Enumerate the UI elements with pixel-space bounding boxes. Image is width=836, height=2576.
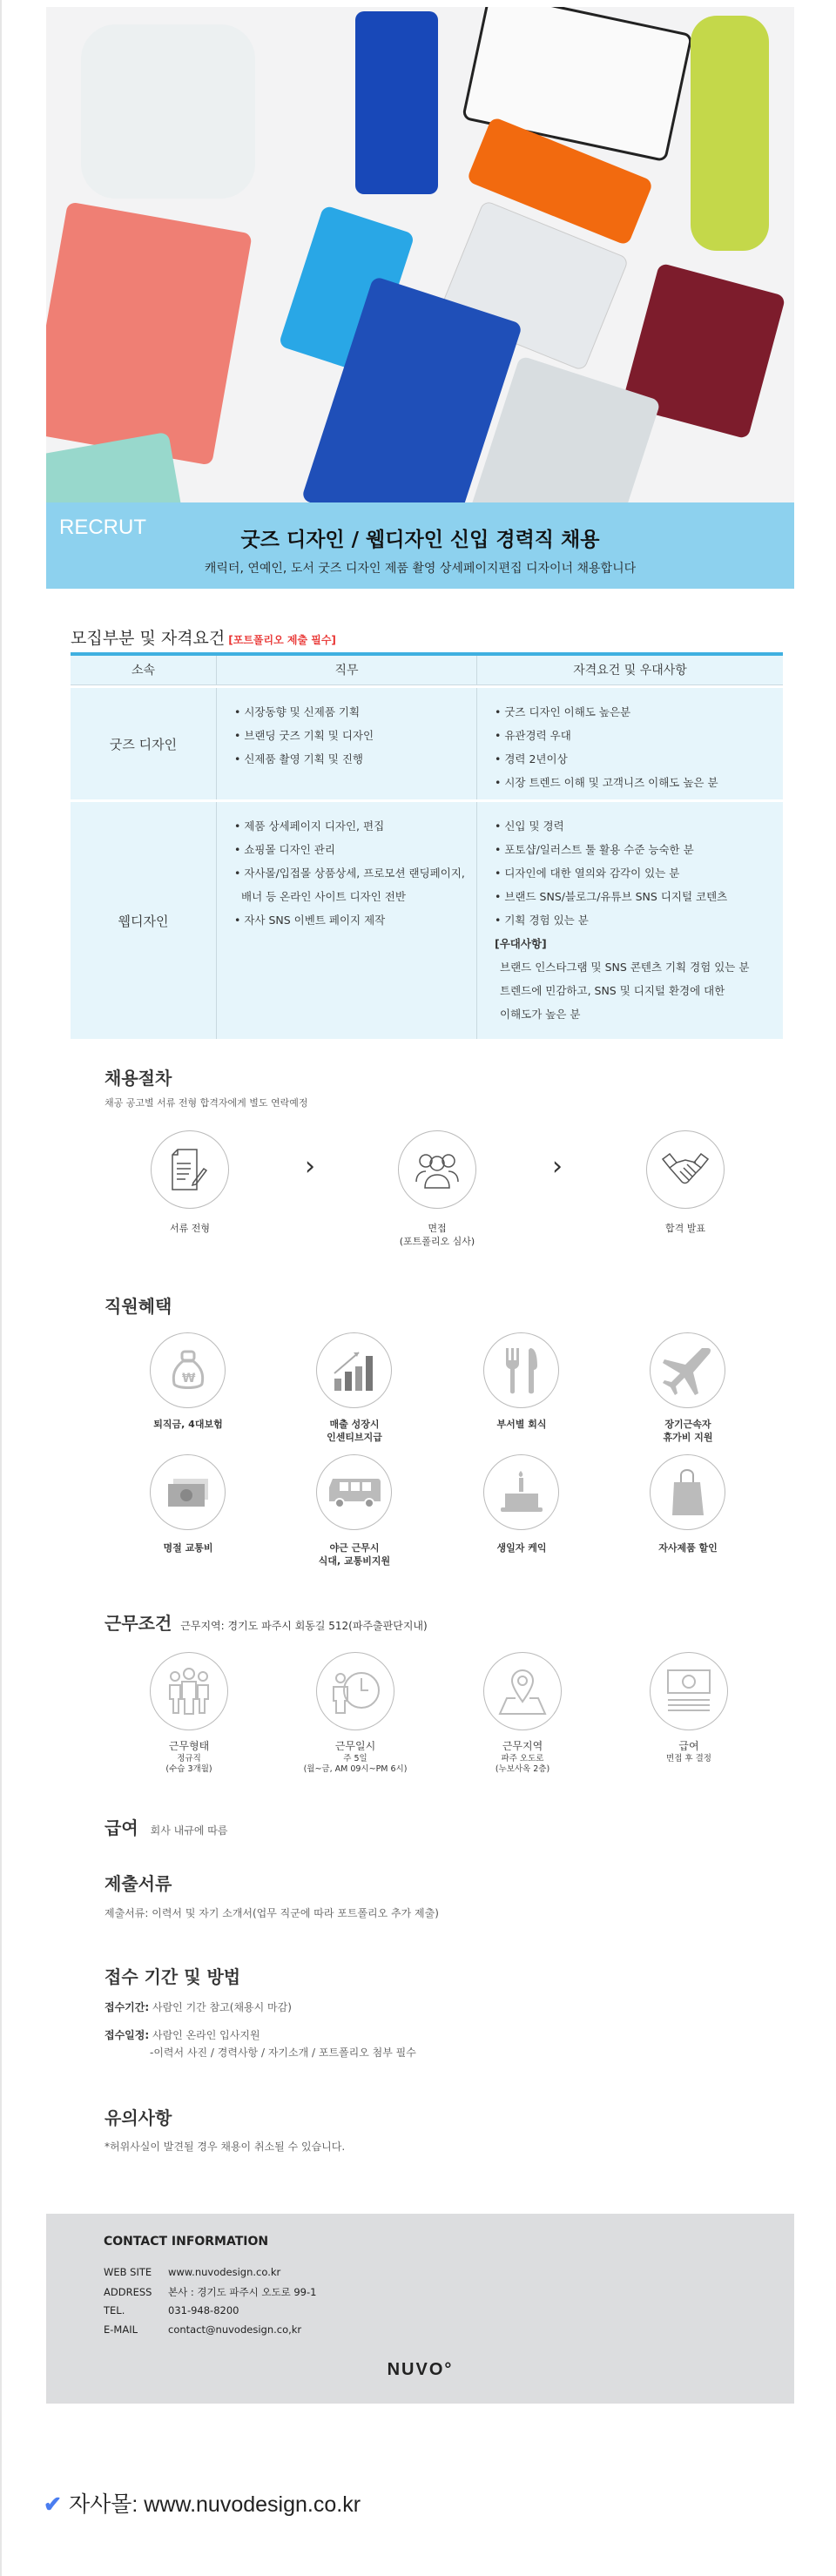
apply-period-value: 사람인 기간 참고(채용시 마감) [149, 2001, 292, 2013]
apply-schedule [104, 2027, 260, 2042]
contact-row [104, 2266, 280, 2278]
bottle-image [691, 16, 769, 251]
benefit-label: 자사제품 할인 [658, 1542, 718, 1554]
header-duties: 직무 [217, 656, 477, 685]
notice-text: *허위사실이 발견될 경우 채용이 취소될 수 있습니다. [104, 2141, 346, 2153]
qual-item: • 브랜드 SNS/블로그/유튜브 SNS 디지털 코텐츠 [495, 885, 783, 908]
qual-item: • 유관경력 우대 [495, 724, 783, 747]
qual-item: • 포토샵/일러스트 툴 활용 수준 능숙한 분 [495, 838, 783, 861]
shop-link[interactable] [44, 2487, 361, 2519]
apply-schedule-note: -이력서 사진 / 경력사항 / 자기소개 / 포트폴리오 첨부 필수 [150, 2047, 416, 2059]
contact-key: ADDRESS [104, 2286, 152, 2298]
duty-item: • 쇼핑몰 디자인 관리 [234, 838, 476, 861]
apply-period-label: 접수기간: [104, 2001, 150, 2013]
money-bag-icon [150, 1332, 226, 1408]
notice-title: 유의사항 [104, 2107, 172, 2128]
condition-title: 근무형태 [168, 1740, 210, 1752]
tel-value: 031-948-8200 [168, 2304, 239, 2316]
bus-icon [316, 1454, 392, 1530]
step-label-sub: (포트폴리오 심사) [399, 1236, 475, 1247]
dept-cell: 굿즈 디자인 [71, 688, 217, 799]
benefit-label: 부서별 회식 [496, 1419, 547, 1430]
duty-item: • 자사 SNS 이벤트 페이지 제작 [234, 908, 476, 932]
condition-detail: 주 5일 [343, 1754, 367, 1763]
header-quals: 자격요건 및 우대사항 [477, 656, 783, 685]
svg-text:₩: ₩ [181, 1371, 195, 1386]
benefit-label: 야근 근무시 [329, 1542, 380, 1554]
benefit-label: 장기근속자 [664, 1419, 711, 1430]
contact-key: E-MAIL [104, 2323, 138, 2336]
documents-text: 제출서류: 이력서 및 자기 소개서(업무 직군에 따라 포트폴리오 추가 제출) [104, 1907, 439, 1919]
contact-row [104, 2323, 301, 2336]
apply-title: 접수 기간 및 방법 [104, 1966, 241, 1987]
shopping-bag-icon [650, 1454, 725, 1530]
address-value: 본사 : 경기도 파주시 오도로 99-1 [168, 2286, 317, 2298]
apply-schedule-value: 사람인 온라인 입사지원 [149, 2029, 260, 2041]
condition-detail: (월~금, AM 09시~PM 6시) [303, 1764, 408, 1774]
qual-item: • 시장 트렌드 이해 및 고객니즈 이해도 높은 분 [495, 771, 783, 794]
benefit-label-sub: 휴가비 지원 [663, 1432, 713, 1443]
requirements-table [71, 652, 783, 1039]
condition-detail: 면접 후 결정 [666, 1754, 711, 1763]
people-icon [150, 1652, 228, 1730]
qual-item: • 기획 경험 있는 분 [495, 908, 783, 932]
dept-cell: 웹디자인 [71, 802, 217, 1039]
condition-title: 급여 [678, 1740, 699, 1752]
benefit-label: 생일자 케익 [496, 1542, 547, 1554]
step-label: 면접 [428, 1223, 447, 1234]
header-dept: 소속 [71, 656, 217, 685]
apply-period [104, 1999, 292, 2014]
condition-detail: (누보사옥 2층) [495, 1764, 550, 1774]
benefit-label: 퇴직금, 4대보험 [153, 1419, 223, 1430]
salary-text: 회사 내규에 따름 [150, 1824, 228, 1837]
duty-item: • 시장동향 및 신제품 기획 [234, 700, 476, 724]
process-title: 채용절차 [104, 1068, 172, 1089]
contact-title: CONTACT INFORMATION [104, 2235, 269, 2249]
duty-item: • 제품 상세페이지 디자인, 편집 [234, 814, 476, 838]
duty-item: • 자사몰/입접몰 상품상세, 프로모션 랜딩페이지, [234, 861, 476, 885]
table-row [71, 688, 783, 802]
requirements-title: 모집부분 및 자격요건 [71, 629, 226, 648]
documents-title: 제출서류 [104, 1873, 172, 1894]
map-pin-icon [483, 1652, 562, 1730]
qual-item: • 신입 및 경력 [495, 814, 783, 838]
duty-item: • 신제품 촬영 기획 및 진행 [234, 747, 476, 771]
duty-item-cont: 배너 등 온라인 사이트 디자인 전반 [241, 890, 406, 903]
requirements-heading [71, 625, 336, 649]
qual-item: • 디자인에 대한 열의와 감각이 있는 분 [495, 861, 783, 885]
check-icon: ✔ [44, 2492, 62, 2517]
salary-bill-icon [650, 1652, 728, 1730]
condition-title: 근무지역 [502, 1740, 543, 1752]
conditions-title: 근무조건 [104, 1613, 172, 1634]
step-label: 합격 발표 [664, 1223, 705, 1234]
recruit-banner [46, 502, 794, 589]
person-clock-icon [316, 1652, 394, 1730]
airplane-icon [650, 1332, 725, 1408]
benefit-label: 매출 성장시 [329, 1419, 380, 1430]
banner-tag: RECRUT [59, 516, 146, 539]
table-header-row [71, 656, 783, 688]
benefit-label: 명절 교통비 [163, 1542, 213, 1554]
contact-info-box [46, 2214, 794, 2404]
table-row [71, 802, 783, 1039]
group-icon [398, 1130, 476, 1209]
salary-heading [104, 1814, 227, 1839]
growth-chart-icon [316, 1332, 392, 1408]
condition-title: 근무일시 [334, 1740, 376, 1752]
preference-item: 브랜드 인스타그램 및 SNS 콘텐츠 기획 경험 있는 분 [500, 961, 750, 974]
step-label: 서류 전형 [169, 1223, 210, 1234]
email-link[interactable]: contact@nuvodesign.co,kr [168, 2323, 302, 2336]
benefit-label-sub: 인센티브지급 [327, 1432, 382, 1443]
duty-item: • 브랜딩 굿즈 기획 및 디자인 [234, 724, 476, 747]
glassware-image [81, 24, 255, 199]
contact-key: WEB SITE [104, 2266, 152, 2278]
contact-key: TEL. [104, 2304, 125, 2316]
chevron-right-icon: › [552, 1151, 563, 1182]
banner-subtitle: 캐릭터, 연예인, 도서 굿즈 디자인 제품 촬영 상세페이지편집 디자이너 채용합니다 [204, 562, 637, 576]
condition-detail: 정규직 [177, 1754, 201, 1763]
banknotes-icon [150, 1454, 226, 1530]
work-location-note: 근무지역: 경기도 파주시 회동길 512(파주출판단지내) [180, 1620, 428, 1632]
qual-item: • 경력 2년이상 [495, 747, 783, 771]
preference-item: 이해도가 높은 분 [500, 1008, 581, 1021]
fork-knife-icon [483, 1332, 559, 1408]
contact-row [104, 2285, 316, 2299]
benefit-label-sub: 식대, 교통비지원 [318, 1555, 391, 1567]
cake-icon [483, 1454, 559, 1530]
qual-item: • 굿즈 디자인 이해도 높은분 [495, 700, 783, 724]
condition-detail: (수습 3개월) [165, 1764, 212, 1774]
process-subtitle: 채공 공고별 서류 전형 합격자에게 별도 연락예정 [104, 1097, 308, 1109]
hero-product-photo [46, 7, 794, 502]
preference-heading: [우대사항] [495, 937, 547, 950]
shop-link-text[interactable]: 자사몰: www.nuvodesign.co.kr [68, 2492, 361, 2517]
handshake-icon [646, 1130, 725, 1209]
preference-item: 트렌드에 민감하고, SNS 및 디지털 환경에 대한 [500, 984, 725, 997]
website-link[interactable]: www.nuvodesign.co.kr [168, 2266, 281, 2278]
nuvo-logo: NUVO° [387, 2360, 454, 2379]
condition-detail: 파주 오도로 [501, 1754, 544, 1763]
portfolio-required-note: [포트폴리오 제출 필수] [228, 634, 336, 646]
chevron-right-icon: › [305, 1151, 315, 1182]
benefits-title: 직원혜택 [104, 1296, 172, 1317]
banner-title: 굿즈 디자인 / 웹디자인 신입 경력직 채용 [240, 529, 600, 551]
tumbler-bag-image [355, 11, 438, 194]
pouch-image [46, 201, 253, 465]
conditions-heading [104, 1609, 428, 1635]
apply-schedule-label: 접수일정: [104, 2029, 150, 2041]
contact-row [104, 2304, 239, 2316]
salary-title: 급여 [104, 1817, 138, 1838]
document-pen-icon [151, 1130, 229, 1209]
